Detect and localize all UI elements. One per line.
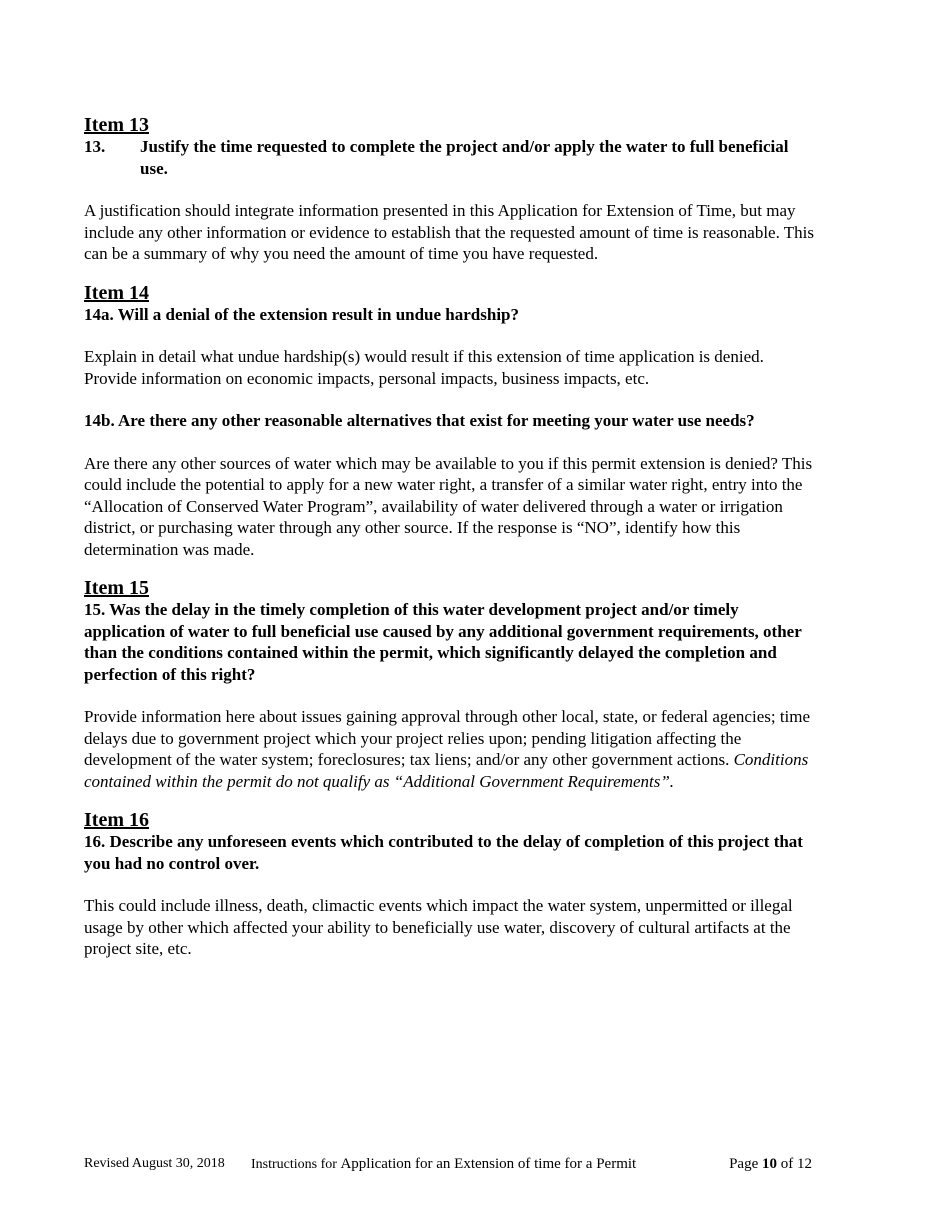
item-14b-question: 14b. Are there any other reasonable alternatives that exist for meeting your water use needs?	[84, 411, 755, 430]
item-15-body-italic: Conditions contained within the permit do not qualify as “Additional Government Requirements”.	[84, 750, 809, 791]
item-15-body	[84, 706, 814, 792]
item-14a-body: Explain in detail what undue hardship(s) would result if this extension of time application is denied. Provide information on economic impacts, personal impacts, business impacts, etc.	[84, 347, 764, 388]
item-14-section	[84, 282, 814, 561]
item-16-question: 16. Describe any unforeseen events which contributed to the delay of completion of this project that you had no control over.	[84, 832, 803, 873]
item-13-number: 13.	[84, 137, 106, 156]
item-16-heading: Item 16	[84, 809, 149, 831]
item-15-heading: Item 15	[84, 577, 149, 599]
item-15-body-text: Provide information here about issues gaining approval through other local, state, or federal agencies; time delays due to government project which your project relies upon; pending litigation affecting the development of the water system; foreclosures; tax liens; and/or any other government actions.	[84, 707, 811, 769]
document-page	[84, 114, 814, 960]
item-14b-body: Are there any other sources of water which may be available to you if this permit extension is denied? This could include the potential to apply for a new water right, a transfer of a similar water right, entry into the “Allocation of Conserved Water Program”, availability of water delivered through a water or irrigation district, or purchasing water through any other source. If the response is “NO”, identify how this determination was made.	[84, 453, 813, 559]
item-16-body: This could include illness, death, climactic events which impact the water system, unpermitted or illegal usage by other which affected your ability to beneficially use water, discovery of cultural artifacts at the project site, etc.	[84, 896, 793, 958]
item-14-heading: Item 14	[84, 281, 149, 304]
footer-document-title	[251, 1155, 636, 1174]
item-16-section	[84, 809, 814, 960]
footer-page-current: 10	[762, 1156, 777, 1172]
footer-title-main: Application for an Extension of time for a Permit	[340, 1156, 637, 1172]
item-13-question	[84, 136, 814, 179]
footer-page-prefix: Page	[729, 1156, 762, 1172]
item-13-section	[84, 114, 814, 265]
footer-title-prefix: Instructions for	[251, 1157, 341, 1172]
item-13-heading: Item 13	[84, 114, 149, 136]
footer-page-number	[729, 1155, 812, 1173]
item-13-question-text: Justify the time requested to complete the project and/or apply the water to full beneficial use.	[140, 137, 789, 178]
item-14a-question: 14a. Will a denial of the extension result in undue hardship?	[84, 304, 520, 324]
item-13-body: A justification should integrate information presented in this Application for Extension of Time, but may include any other information or evidence to establish that the requested amount of time is reasonable. This can be a summary of why you need the amount of time you have requested.	[84, 201, 815, 263]
item-15-question: 15. Was the delay in the timely completion of this water development project and/or timely application of water to full beneficial use caused by any additional government requirements, other than the conditions contained within the permit, which significantly delayed the completion and perfection of this right?	[84, 600, 802, 684]
footer-page-total: 12	[797, 1156, 812, 1172]
footer-page-separator: of	[777, 1156, 797, 1172]
footer-revised-date: Revised August 30, 2018	[84, 1156, 225, 1171]
item-15-section	[84, 577, 814, 792]
